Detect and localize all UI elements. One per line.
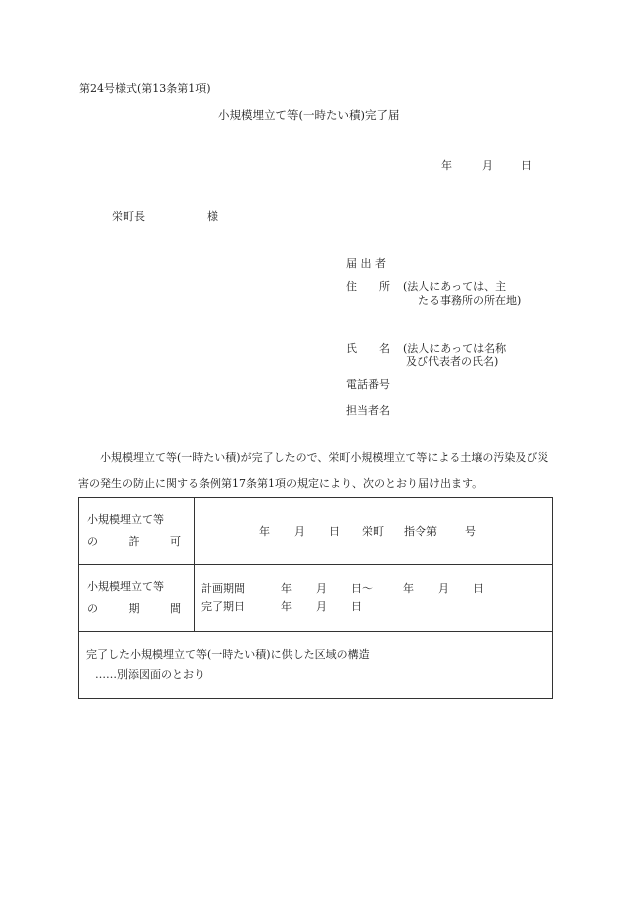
permit-town: 栄町 [362,525,384,538]
plan-year-start: 年 [281,582,292,595]
name-label: 氏 名 [346,342,390,355]
period-label-ki: 期 [128,602,140,615]
plan-day-start: 日〜 [351,582,373,595]
period-label-line-1: 小規模埋立て等 [87,580,164,593]
declaration-body: 小規模埋立て等(一時たい積)が完了したので、栄町小規模埋立て等による土壌の汚染及び災害の発生の防止に関する条例第17条第1項の規定により、次のとおり届け出ます。 [78,451,549,490]
date-year: 年 [441,159,452,172]
permit-value [195,498,553,565]
name-note-1: (法人にあっては名称 [403,342,507,355]
permit-label-line-1: 小規模埋立て等 [87,513,164,526]
form-number: 第24号様式(第13条第1項) [79,82,211,95]
period-label-kan: 間 [170,602,181,615]
permit-day: 日 [329,525,340,538]
submission-date [441,157,532,173]
document-title: 小規模埋立て等(一時たい積)完了届 [218,108,400,122]
structure-text: 完了した小規模埋立て等(一時たい積)に供した区域の構造 [86,648,370,661]
structure-row [79,632,553,699]
planned-period [201,580,552,598]
phone-label: 電話番号 [346,378,390,391]
permit-directive: 指令第 [404,525,437,538]
period-label-line-2 [87,598,181,620]
permit-label-line-2 [87,531,181,553]
plan-label: 計画期間 [201,582,245,595]
period-label-no: の [87,602,98,615]
permit-row [79,498,553,565]
name-note-2: 及び代表者の氏名) [406,355,499,368]
complete-month: 月 [316,600,327,613]
permit-month: 月 [294,525,305,538]
plan-day-end: 日 [473,582,484,595]
plan-year-end: 年 [403,582,414,595]
applicant-header: 届 出 者 [346,257,386,270]
complete-label: 完了期日 [201,600,245,613]
permit-label [79,498,195,565]
address-note-1: (法人にあっては、主 [403,280,507,293]
complete-year: 年 [281,600,292,613]
period-value [195,565,553,632]
plan-month-end: 月 [438,582,449,595]
declaration-text [78,445,552,497]
permit-year: 年 [259,525,270,538]
date-month: 月 [482,159,493,172]
contact-label: 担当者名 [346,404,390,417]
report-table [78,497,553,699]
permit-label-no: の [87,535,98,548]
permit-number-suffix: 号 [465,525,476,538]
permit-label-kyo: 許 [128,535,140,548]
date-day: 日 [521,159,532,172]
address-label: 住 所 [346,280,390,293]
address-note-2: たる事務所の所在地) [418,294,522,307]
addressee-honorific: 様 [207,210,218,223]
completion-date [201,598,552,616]
addressee [112,208,218,224]
period-label [79,565,195,632]
complete-day: 日 [351,600,362,613]
plan-month-start: 月 [316,582,327,595]
permit-label-ka: 可 [170,535,181,548]
period-row [79,565,553,632]
structure-cell [79,632,553,699]
addressee-name: 栄町長 [112,210,145,223]
structure-note: ……別添図面のとおり [95,668,205,681]
